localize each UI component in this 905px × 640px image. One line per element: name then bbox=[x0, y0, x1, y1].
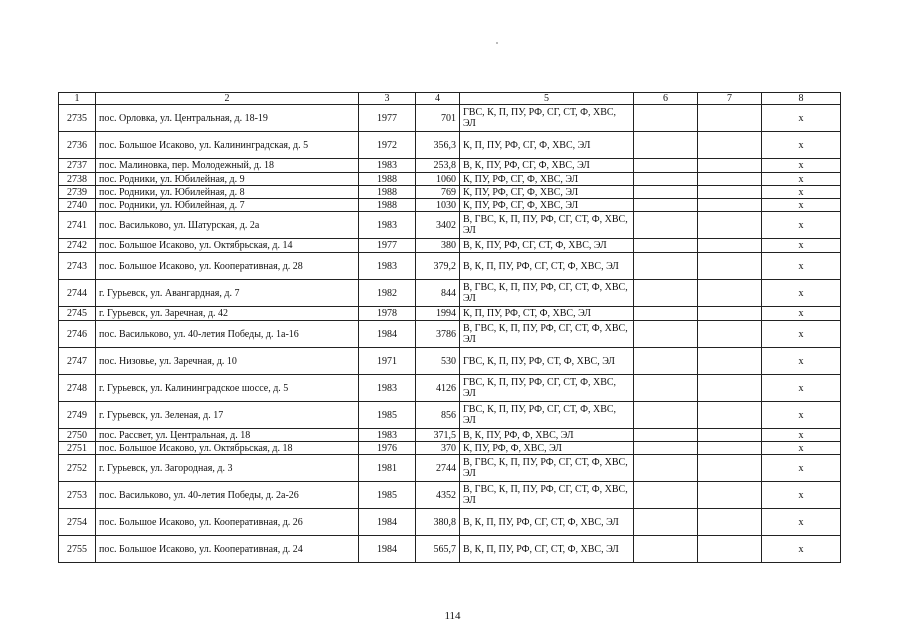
equipment-cell: К, ПУ, РФ, Ф, ХВС, ЭЛ bbox=[460, 442, 634, 455]
address-cell: пос. Родники, ул. Юбилейная, д. 9 bbox=[96, 173, 359, 186]
column-7-cell bbox=[698, 348, 762, 375]
table-row bbox=[59, 199, 841, 212]
table-row bbox=[59, 253, 841, 280]
equipment-cell: В, ГВС, К, П, ПУ, РФ, СГ, СТ, Ф, ХВС, ЭЛ bbox=[460, 321, 634, 348]
table-body bbox=[59, 105, 841, 563]
column-6-cell bbox=[634, 429, 698, 442]
table-row bbox=[59, 348, 841, 375]
equipment-cell: В, ГВС, К, П, ПУ, РФ, СГ, СТ, Ф, ХВС, ЭЛ bbox=[460, 212, 634, 239]
row-number: 2737 bbox=[59, 159, 96, 173]
mark-cell: х bbox=[762, 402, 841, 429]
table-row bbox=[59, 159, 841, 173]
area-cell: 370 bbox=[416, 442, 460, 455]
scan-speck bbox=[496, 42, 498, 44]
address-cell: пос. Рассвет, ул. Центральная, д. 18 bbox=[96, 429, 359, 442]
column-7-cell bbox=[698, 536, 762, 563]
column-7-cell bbox=[698, 212, 762, 239]
mark-cell: х bbox=[762, 429, 841, 442]
row-number: 2748 bbox=[59, 375, 96, 402]
equipment-cell: В, ГВС, К, П, ПУ, РФ, СГ, СТ, Ф, ХВС, ЭЛ bbox=[460, 280, 634, 307]
row-number: 2745 bbox=[59, 307, 96, 321]
table-row bbox=[59, 186, 841, 199]
year-cell: 1985 bbox=[359, 482, 416, 509]
column-6-cell bbox=[634, 375, 698, 402]
mark-cell: х bbox=[762, 199, 841, 212]
mark-cell: х bbox=[762, 321, 841, 348]
area-cell: 1994 bbox=[416, 307, 460, 321]
address-cell: пос. Большое Исаково, ул. Кооперативная, д. 28 bbox=[96, 253, 359, 280]
table-row bbox=[59, 482, 841, 509]
table-row bbox=[59, 321, 841, 348]
area-cell: 4126 bbox=[416, 375, 460, 402]
address-cell: пос. Васильково, ул. 40-летия Победы, д. 2а-26 bbox=[96, 482, 359, 509]
equipment-cell: В, ГВС, К, П, ПУ, РФ, СГ, СТ, Ф, ХВС, ЭЛ bbox=[460, 455, 634, 482]
table-row bbox=[59, 402, 841, 429]
column-6-cell bbox=[634, 159, 698, 173]
equipment-cell: К, ПУ, РФ, СГ, Ф, ХВС, ЭЛ bbox=[460, 186, 634, 199]
column-7-cell bbox=[698, 402, 762, 429]
address-cell: г. Гурьевск, ул. Зеленая, д. 17 bbox=[96, 402, 359, 429]
column-6-cell bbox=[634, 536, 698, 563]
housing-register-table bbox=[58, 92, 841, 563]
column-6-cell bbox=[634, 212, 698, 239]
column-6-cell bbox=[634, 509, 698, 536]
row-number: 2738 bbox=[59, 173, 96, 186]
column-6-cell bbox=[634, 199, 698, 212]
address-cell: пос. Орловка, ул. Центральная, д. 18-19 bbox=[96, 105, 359, 132]
area-cell: 769 bbox=[416, 186, 460, 199]
row-number: 2754 bbox=[59, 509, 96, 536]
row-number: 2744 bbox=[59, 280, 96, 307]
column-6-cell bbox=[634, 280, 698, 307]
area-cell: 356,3 bbox=[416, 132, 460, 159]
column-header: 6 bbox=[634, 93, 698, 105]
column-7-cell bbox=[698, 253, 762, 280]
row-number: 2752 bbox=[59, 455, 96, 482]
address-cell: г. Гурьевск, ул. Загородная, д. 3 bbox=[96, 455, 359, 482]
year-cell: 1983 bbox=[359, 159, 416, 173]
area-cell: 3786 bbox=[416, 321, 460, 348]
mark-cell: х bbox=[762, 132, 841, 159]
area-cell: 253,8 bbox=[416, 159, 460, 173]
row-number: 2751 bbox=[59, 442, 96, 455]
address-cell: пос. Большое Исаково, ул. Кооперативная, д. 26 bbox=[96, 509, 359, 536]
table-row bbox=[59, 239, 841, 253]
column-6-cell bbox=[634, 105, 698, 132]
column-header: 7 bbox=[698, 93, 762, 105]
column-7-cell bbox=[698, 509, 762, 536]
equipment-cell: В, К, ПУ, РФ, Ф, ХВС, ЭЛ bbox=[460, 429, 634, 442]
address-cell: пос. Низовье, ул. Заречная, д. 10 bbox=[96, 348, 359, 375]
equipment-cell: К, П, ПУ, РФ, СГ, Ф, ХВС, ЭЛ bbox=[460, 132, 634, 159]
mark-cell: х bbox=[762, 482, 841, 509]
year-cell: 1976 bbox=[359, 442, 416, 455]
column-6-cell bbox=[634, 442, 698, 455]
row-number: 2740 bbox=[59, 199, 96, 212]
area-cell: 4352 bbox=[416, 482, 460, 509]
mark-cell: х bbox=[762, 159, 841, 173]
mark-cell: х bbox=[762, 212, 841, 239]
column-6-cell bbox=[634, 239, 698, 253]
address-cell: пос. Родники, ул. Юбилейная, д. 7 bbox=[96, 199, 359, 212]
column-6-cell bbox=[634, 402, 698, 429]
mark-cell: х bbox=[762, 536, 841, 563]
column-6-cell bbox=[634, 186, 698, 199]
mark-cell: х bbox=[762, 348, 841, 375]
row-number: 2747 bbox=[59, 348, 96, 375]
mark-cell: х bbox=[762, 442, 841, 455]
column-6-cell bbox=[634, 307, 698, 321]
column-7-cell bbox=[698, 186, 762, 199]
area-cell: 379,2 bbox=[416, 253, 460, 280]
row-number: 2749 bbox=[59, 402, 96, 429]
area-cell: 1030 bbox=[416, 199, 460, 212]
mark-cell: х bbox=[762, 280, 841, 307]
year-cell: 1983 bbox=[359, 375, 416, 402]
table-row bbox=[59, 375, 841, 402]
row-number: 2750 bbox=[59, 429, 96, 442]
year-cell: 1972 bbox=[359, 132, 416, 159]
mark-cell: х bbox=[762, 455, 841, 482]
column-6-cell bbox=[634, 253, 698, 280]
equipment-cell: В, К, П, ПУ, РФ, СГ, СТ, Ф, ХВС, ЭЛ bbox=[460, 536, 634, 563]
equipment-cell: ГВС, К, П, ПУ, РФ, СГ, СТ, Ф, ХВС, ЭЛ bbox=[460, 402, 634, 429]
column-7-cell bbox=[698, 455, 762, 482]
column-6-cell bbox=[634, 348, 698, 375]
column-header: 2 bbox=[96, 93, 359, 105]
column-header: 4 bbox=[416, 93, 460, 105]
row-number: 2735 bbox=[59, 105, 96, 132]
address-cell: пос. Большое Исаково, ул. Калининградская, д. 5 bbox=[96, 132, 359, 159]
row-number: 2742 bbox=[59, 239, 96, 253]
row-number: 2739 bbox=[59, 186, 96, 199]
equipment-cell: В, К, ПУ, РФ, СГ, Ф, ХВС, ЭЛ bbox=[460, 159, 634, 173]
area-cell: 856 bbox=[416, 402, 460, 429]
mark-cell: х bbox=[762, 253, 841, 280]
column-6-cell bbox=[634, 321, 698, 348]
year-cell: 1983 bbox=[359, 429, 416, 442]
column-7-cell bbox=[698, 173, 762, 186]
area-cell: 3402 bbox=[416, 212, 460, 239]
table-row bbox=[59, 307, 841, 321]
column-number-row bbox=[59, 93, 841, 105]
column-7-cell bbox=[698, 280, 762, 307]
table-row bbox=[59, 212, 841, 239]
year-cell: 1983 bbox=[359, 212, 416, 239]
mark-cell: х bbox=[762, 239, 841, 253]
address-cell: г. Гурьевск, ул. Калининградское шоссе, д. 5 bbox=[96, 375, 359, 402]
year-cell: 1985 bbox=[359, 402, 416, 429]
area-cell: 2744 bbox=[416, 455, 460, 482]
address-cell: пос. Родники, ул. Юбилейная, д. 8 bbox=[96, 186, 359, 199]
table-row bbox=[59, 173, 841, 186]
table-row bbox=[59, 442, 841, 455]
equipment-cell: В, К, П, ПУ, РФ, СГ, СТ, Ф, ХВС, ЭЛ bbox=[460, 509, 634, 536]
year-cell: 1988 bbox=[359, 186, 416, 199]
mark-cell: х bbox=[762, 375, 841, 402]
table-row bbox=[59, 280, 841, 307]
mark-cell: х bbox=[762, 509, 841, 536]
area-cell: 371,5 bbox=[416, 429, 460, 442]
equipment-cell: В, ГВС, К, П, ПУ, РФ, СГ, СТ, Ф, ХВС, ЭЛ bbox=[460, 482, 634, 509]
mark-cell: х bbox=[762, 105, 841, 132]
area-cell: 701 bbox=[416, 105, 460, 132]
year-cell: 1988 bbox=[359, 173, 416, 186]
table-row bbox=[59, 509, 841, 536]
address-cell: пос. Большое Исаково, ул. Октябрьская, д. 18 bbox=[96, 442, 359, 455]
area-cell: 380,8 bbox=[416, 509, 460, 536]
address-cell: г. Гурьевск, ул. Авангардная, д. 7 bbox=[96, 280, 359, 307]
year-cell: 1971 bbox=[359, 348, 416, 375]
column-7-cell bbox=[698, 159, 762, 173]
year-cell: 1984 bbox=[359, 536, 416, 563]
column-7-cell bbox=[698, 321, 762, 348]
row-number: 2741 bbox=[59, 212, 96, 239]
column-7-cell bbox=[698, 429, 762, 442]
row-number: 2743 bbox=[59, 253, 96, 280]
table-row bbox=[59, 429, 841, 442]
year-cell: 1984 bbox=[359, 509, 416, 536]
area-cell: 530 bbox=[416, 348, 460, 375]
equipment-cell: К, ПУ, РФ, СГ, Ф, ХВС, ЭЛ bbox=[460, 173, 634, 186]
address-cell: пос. Васильково, ул. Шатурская, д. 2а bbox=[96, 212, 359, 239]
equipment-cell: ГВС, К, П, ПУ, РФ, СГ, СТ, Ф, ХВС, ЭЛ bbox=[460, 105, 634, 132]
column-header: 8 bbox=[762, 93, 841, 105]
year-cell: 1981 bbox=[359, 455, 416, 482]
equipment-cell: К, П, ПУ, РФ, СТ, Ф, ХВС, ЭЛ bbox=[460, 307, 634, 321]
equipment-cell: ГВС, К, П, ПУ, РФ, СТ, Ф, ХВС, ЭЛ bbox=[460, 348, 634, 375]
column-7-cell bbox=[698, 307, 762, 321]
page-number: 114 bbox=[444, 610, 461, 622]
equipment-cell: В, К, ПУ, РФ, СГ, СТ, Ф, ХВС, ЭЛ bbox=[460, 239, 634, 253]
equipment-cell: К, ПУ, РФ, СГ, Ф, ХВС, ЭЛ bbox=[460, 199, 634, 212]
area-cell: 380 bbox=[416, 239, 460, 253]
address-cell: пос. Большое Исаково, ул. Кооперативная, д. 24 bbox=[96, 536, 359, 563]
table-row bbox=[59, 105, 841, 132]
address-cell: г. Гурьевск, ул. Заречная, д. 42 bbox=[96, 307, 359, 321]
column-7-cell bbox=[698, 442, 762, 455]
column-7-cell bbox=[698, 239, 762, 253]
equipment-cell: В, К, П, ПУ, РФ, СГ, СТ, Ф, ХВС, ЭЛ bbox=[460, 253, 634, 280]
row-number: 2746 bbox=[59, 321, 96, 348]
area-cell: 565,7 bbox=[416, 536, 460, 563]
table-row bbox=[59, 132, 841, 159]
column-header: 3 bbox=[359, 93, 416, 105]
column-7-cell bbox=[698, 482, 762, 509]
year-cell: 1988 bbox=[359, 199, 416, 212]
address-cell: пос. Васильково, ул. 40-летия Победы, д. 1а-16 bbox=[96, 321, 359, 348]
year-cell: 1977 bbox=[359, 105, 416, 132]
year-cell: 1982 bbox=[359, 280, 416, 307]
column-6-cell bbox=[634, 173, 698, 186]
column-7-cell bbox=[698, 199, 762, 212]
area-cell: 844 bbox=[416, 280, 460, 307]
year-cell: 1977 bbox=[359, 239, 416, 253]
column-header: 1 bbox=[59, 93, 96, 105]
address-cell: пос. Большое Исаково, ул. Октябрьская, д. 14 bbox=[96, 239, 359, 253]
address-cell: пос. Малиновка, пер. Молодежный, д. 18 bbox=[96, 159, 359, 173]
column-7-cell bbox=[698, 105, 762, 132]
column-header: 5 bbox=[460, 93, 634, 105]
row-number: 2753 bbox=[59, 482, 96, 509]
year-cell: 1983 bbox=[359, 253, 416, 280]
mark-cell: х bbox=[762, 186, 841, 199]
year-cell: 1984 bbox=[359, 321, 416, 348]
row-number: 2755 bbox=[59, 536, 96, 563]
year-cell: 1978 bbox=[359, 307, 416, 321]
table-row bbox=[59, 536, 841, 563]
column-7-cell bbox=[698, 132, 762, 159]
column-7-cell bbox=[698, 375, 762, 402]
mark-cell: х bbox=[762, 173, 841, 186]
table-row bbox=[59, 455, 841, 482]
mark-cell: х bbox=[762, 307, 841, 321]
column-6-cell bbox=[634, 482, 698, 509]
column-6-cell bbox=[634, 455, 698, 482]
area-cell: 1060 bbox=[416, 173, 460, 186]
row-number: 2736 bbox=[59, 132, 96, 159]
equipment-cell: ГВС, К, П, ПУ, РФ, СГ, СТ, Ф, ХВС, ЭЛ bbox=[460, 375, 634, 402]
column-6-cell bbox=[634, 132, 698, 159]
